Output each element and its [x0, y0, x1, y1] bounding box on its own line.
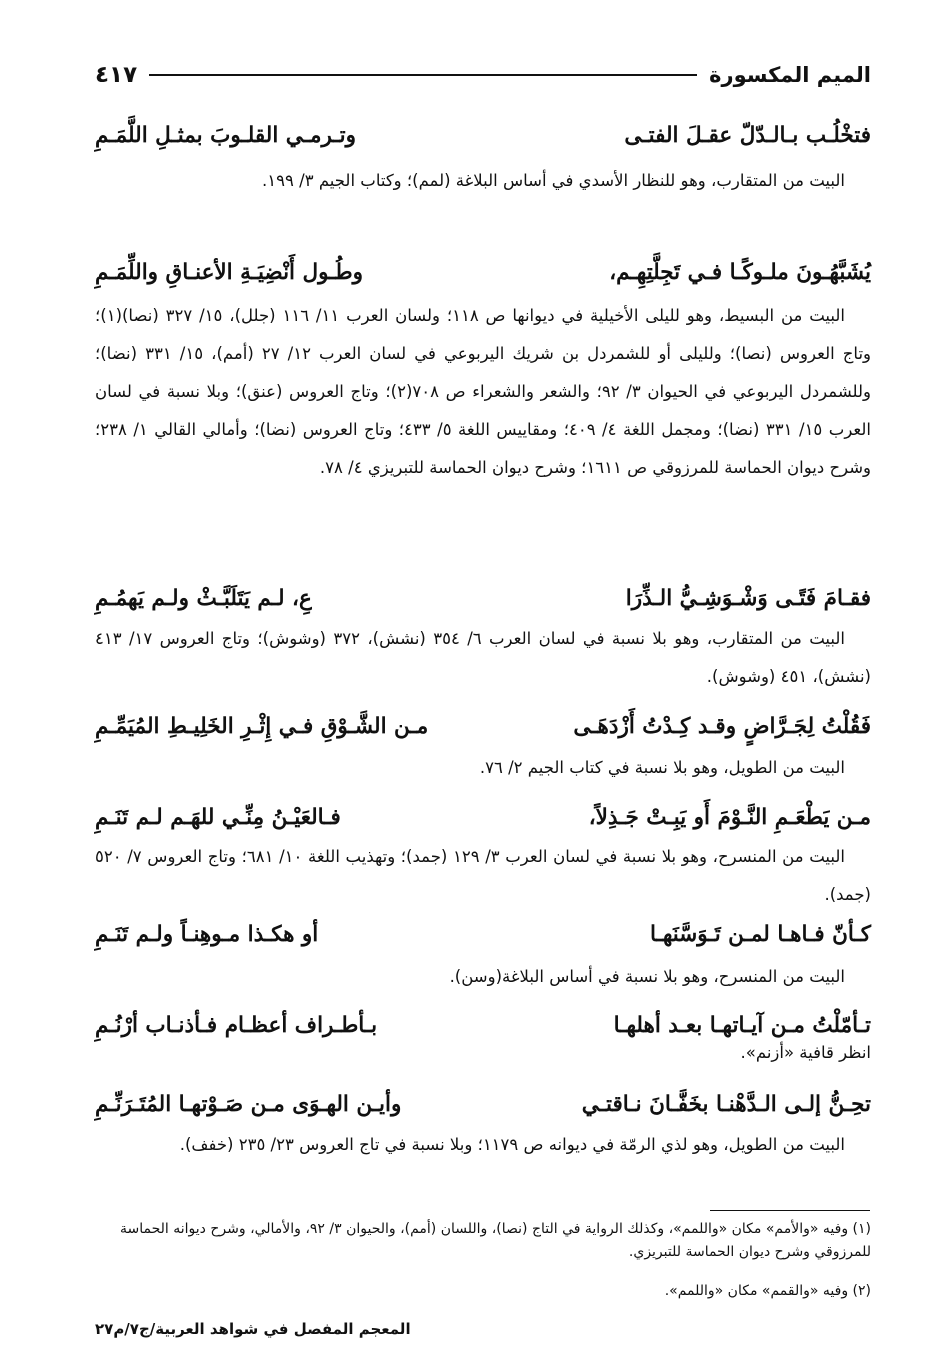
verse-line: [95, 912, 871, 956]
verse-first-hemistich: كـأنّ فـاهـا لمـن تَـوَسَّنَهـا: [650, 921, 871, 947]
verse-second-hemistich: وأيـن الهـوَى مـن صَـوْتهـا المُتَـرَنِّـمِ: [95, 1091, 402, 1117]
verse-line: [95, 250, 871, 294]
footnote: (٢) وفيه «والقمم» مكان «واللمم».: [664, 1283, 871, 1299]
verse-first-hemistich: يُشَبَّهُـونَ ملـوكًـا فـي تَجِلَّتِهِـم،: [609, 259, 871, 285]
verse-first-hemistich: تـأمّلْتُ مـن آيـاتهـا بعـد أهلهـا: [613, 1012, 871, 1038]
verse-first-hemistich: مـن يَطْعَـمِ النَّـوْمَ أَو يَبِـتْ جَـذِلاً،: [588, 804, 871, 830]
verse-second-hemistich: عِ، لـم يَتَلَبَّـثْ ولـم يَهمُـمِ: [95, 585, 312, 611]
footnote: (١) وفيه «والأمم» مكان «واللمم»، وكذلك الرواية في التاج (نصا)، واللسان (أمم)، والحيوان ٣/ ٩٢، والأمالي، وشرح ديوانه الحماسة للمرزوقي وشرح ديوان الحماسة للتبريزي.: [120, 1221, 871, 1260]
verse-first-hemistich: فتخْلُـب بـالـدّلّ عقـلَ الفتـى: [624, 122, 871, 148]
running-head: [95, 58, 871, 92]
verse-first-hemistich: فقـامَ فَتًـى وَشْـوَشِـيُّ الـذِّرَا: [625, 585, 871, 611]
verse-line: [95, 795, 871, 839]
verse-second-hemistich: فـالعَيْـنُ مِنِّـي للهَـم لـم تَنَـمِ: [95, 804, 341, 830]
book-footer: المعجم المفصل في شواهد العربية/ج٧/م٢٧: [95, 1320, 411, 1338]
verse-first-hemistich: تحِـنُّ إلـى الـدَّهْنـا بخَفَّـانَ نـاقتـي: [581, 1091, 871, 1117]
verse-second-hemistich: أو هكـذا مـوهِنـاً ولـم تَنَـمِ: [95, 921, 319, 947]
verse-second-hemistich: وطُـول أَنْضِيَـةِ الأعنـاقِ واللِّمَـمِ: [95, 259, 364, 285]
footnote-rule: [710, 1210, 870, 1211]
verse-commentary: البيت من البسيط، وهو لليلى الأخيلية في ديوانها ص ١١٨؛ ولسان العرب ١١/ ١١٦ (جلل)، ١٥/ ٣٢٧ (نصا)(١)؛ وتاج العروس (نصا)؛ ولليلى أو للشمردل بن شريك اليربوعي في لسان العرب ١٢/ ٢٧ (أمم)، ١٥/ ٣٣١ (نضا)؛ وللشمردل اليربوعي في الحيوان ٣/ ٩٢؛ والشعر والشعراء ص ٧٠٨(٢)؛ وتاج العروس (عنق)؛ وبلا نسبة في لسان العرب ١٥/ ٣٣١ (نضا)؛ ومجمل اللغة ٤/ ٤٠٩؛ ومقاييس اللغة ٥/ ٤٣٣؛ وتاج العروس (نضا)؛ وأمالي القالي ١/ ٢٣٨؛ وشرح ديوان الحماسة للمرزوقي ص ١٦١١؛ وشرح ديوان الحماسة للتبريزي ٤/ ٧٨.: [95, 306, 871, 477]
verse-commentary: البيت من المتقارب، وهو للنظار الأسدي في أساس البلاغة (لمم)؛ وكتاب الجيم ٣/ ١٩٩.: [262, 171, 845, 190]
verse-line: [95, 1082, 871, 1126]
verse-second-hemistich: وتـرمـي القلـوبَ بمثـلِ اللَّمَـمِ: [95, 122, 357, 148]
verse-line: [95, 704, 871, 748]
verse-commentary: البيت من الطويل، وهو لذي الرمّة في ديوانه ص ١١٧٩؛ وبلا نسبة في تاج العروس ٢٣/ ٢٣٥ (خفف).: [179, 1135, 845, 1154]
verse-commentary: البيت من الطويل، وهو بلا نسبة في كتاب الجيم ٢/ ٧٦.: [479, 758, 845, 777]
verse-commentary: البيت من المتقارب، وهو بلا نسبة في لسان العرب ٦/ ٣٥٤ (نشش)، ٣٧٢ (وشوش)؛ وتاج العروس ١٧/ ٤١٣ (نشش)، ٤٥١ (وشوش).: [95, 629, 871, 686]
chapter-title: الميم المكسورة: [709, 63, 871, 87]
verse-commentary: البيت من المنسرح، وهو بلا نسبة في لسان العرب ٣/ ١٢٩ (جمد)؛ وتهذيب اللغة ١٠/ ٦٨١؛ وتاج العروس ٧/ ٥٢٠ (جمد).: [95, 847, 871, 904]
verse-commentary: البيت من المنسرح، وهو بلا نسبة في أساس البلاغة(وسن).: [449, 967, 845, 986]
verse-line: [95, 576, 871, 620]
verse-line: [95, 113, 871, 157]
verse-second-hemistich: بـأطـراف أعظـام فـأذنـاب أرْنُـمِ: [95, 1012, 378, 1038]
verse-second-hemistich: مـن الشَّـوْقِ فـي إِثْـرِ الخَلِيـطِ المُيَمِّـمِ: [95, 713, 429, 739]
header-rule: [149, 74, 697, 76]
verse-first-hemistich: فَقُلْتُ لِجَـرَّاضٍ وقـد كِـدْتُ أَزْدَهَـى: [573, 713, 871, 739]
page-number: ٤١٧: [95, 62, 138, 88]
verse-commentary: انظر قافية «أزنم».: [740, 1043, 871, 1062]
